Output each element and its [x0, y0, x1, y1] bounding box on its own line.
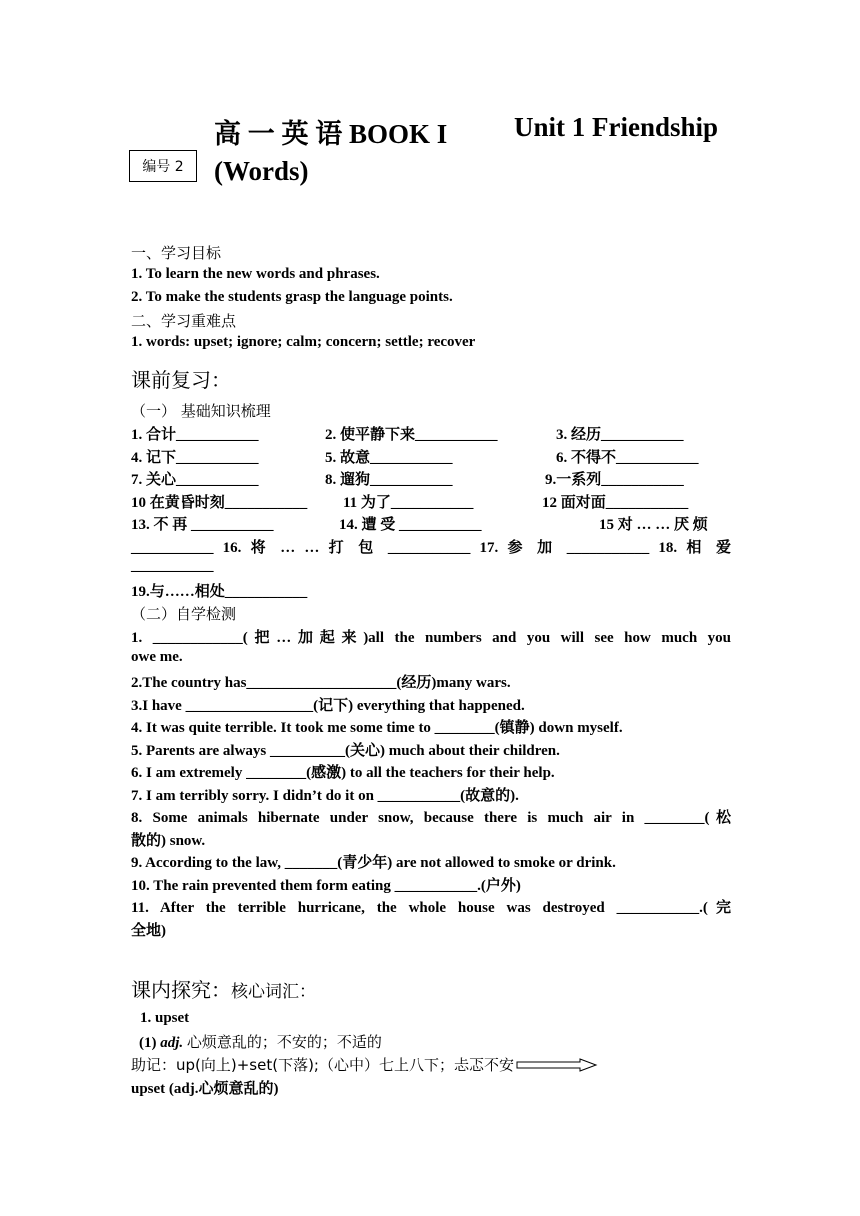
vocab-row-continued: ___________: [131, 558, 214, 574]
exercise-line: 4. It was quite terrible. It took me some time to ________(镇静) down myself.: [131, 720, 623, 736]
sense-meaning: 心烦意乱的；不安的；不适的: [186, 1033, 382, 1051]
vocab-item: 13. 不 再 ___________: [131, 517, 274, 533]
vocab-item: 6. 不得不___________: [556, 450, 699, 466]
inclass-heading: [131, 974, 316, 1003]
vocab-item: 12 面对面___________: [542, 495, 689, 511]
goal-item: 2. To make the students grasp the language points.: [131, 289, 453, 305]
word-result: upset (adj.心烦意乱的): [131, 1081, 279, 1097]
serial-number-box: 编号 2: [129, 150, 197, 182]
vocab-item: 11 为了___________: [343, 495, 474, 511]
exercise-line: 7. I am terribly sorry. I didn’t do it on ___________(故意的).: [131, 788, 519, 804]
exercise-line: 2.The country has____________________(经历)many wars.: [131, 675, 511, 691]
sense-number: (1): [139, 1035, 157, 1051]
vocab-item: 15 对 … … 厌 烦: [599, 517, 708, 533]
exercise-line: 10. The rain prevented them form eating ___________.(户外): [131, 878, 521, 894]
vocab-item: 14. 遭 受 ___________: [339, 517, 482, 533]
doc-title-part3: (Words): [214, 156, 309, 186]
vocab-item: 4. 记下___________: [131, 450, 259, 466]
exercise-line: 3.I have _________________(记下) everything that happened.: [131, 698, 525, 714]
vocab-item: 19.与……相处___________: [131, 584, 308, 600]
vocab-row-continued: ___________ 16. 将 … … 打 包 ___________ 17. 参 加 ___________ 18. 相 爱: [131, 540, 731, 556]
inclass-subheading: 核心词汇：: [231, 982, 316, 1002]
vocab-item: 1. 合计___________: [131, 427, 259, 443]
exercise-line: 11. After the terrible hurricane, the whole house was destroyed ___________.(完: [131, 900, 731, 916]
exercise-line: 散的) snow.: [131, 833, 206, 849]
vocab-item: 5. 故意___________: [325, 450, 453, 466]
vocab-item: 9.一系列___________: [545, 472, 684, 488]
memory-aid: [131, 1054, 598, 1075]
doc-title-part1: 高 一 英 语 BOOK I: [214, 119, 448, 149]
doc-title-part2: Unit 1 Friendship: [514, 112, 719, 142]
vocab-item: 2. 使平静下来___________: [325, 427, 498, 443]
right-arrow-icon: [516, 1058, 598, 1072]
exercise-line: 8. Some animals hibernate under snow, because there is much air in ________(松: [131, 810, 731, 826]
preview-sub1: （一） 基础知识梳理: [131, 402, 271, 420]
goals-heading: 一、学习目标: [131, 244, 222, 262]
key-points-heading: 二、学习重难点: [131, 312, 237, 330]
word-entry: 1. upset: [140, 1010, 190, 1026]
key-point-item: 1. words: upset; ignore; calm; concern; settle; recover: [131, 334, 476, 350]
inclass-heading-label: 课内探究：: [131, 978, 231, 1002]
vocab-item: 10 在黄昏时刻___________: [131, 495, 308, 511]
exercise-line: owe me.: [131, 649, 183, 665]
preview-sub2: （二）自学检测: [131, 605, 237, 623]
exercise-line: 全地): [131, 923, 166, 939]
preview-heading: 课前复习：: [131, 368, 231, 392]
word-sense: [139, 1031, 382, 1052]
exercise-line: 1. ____________(把…加起来)all the numbers and you will see how much you: [131, 630, 731, 646]
exercise-line: 6. I am extremely ________(感激) to all the teachers for their help.: [131, 765, 555, 781]
exercise-line: 9. According to the law, _______(青少年) are not allowed to smoke or drink.: [131, 855, 616, 871]
vocab-item: 8. 遛狗___________: [325, 472, 453, 488]
part-of-speech: adj.: [160, 1035, 184, 1051]
goal-item: 1. To learn the new words and phrases.: [131, 266, 380, 282]
exercise-line: 5. Parents are always __________(关心) much about their children.: [131, 743, 560, 759]
vocab-item: 7. 关心___________: [131, 472, 259, 488]
vocab-item: 3. 经历___________: [556, 427, 684, 443]
memory-aid-text: 助记：up(向上)+set(下落);（心中）七上八下；忐忑不安: [131, 1056, 514, 1074]
